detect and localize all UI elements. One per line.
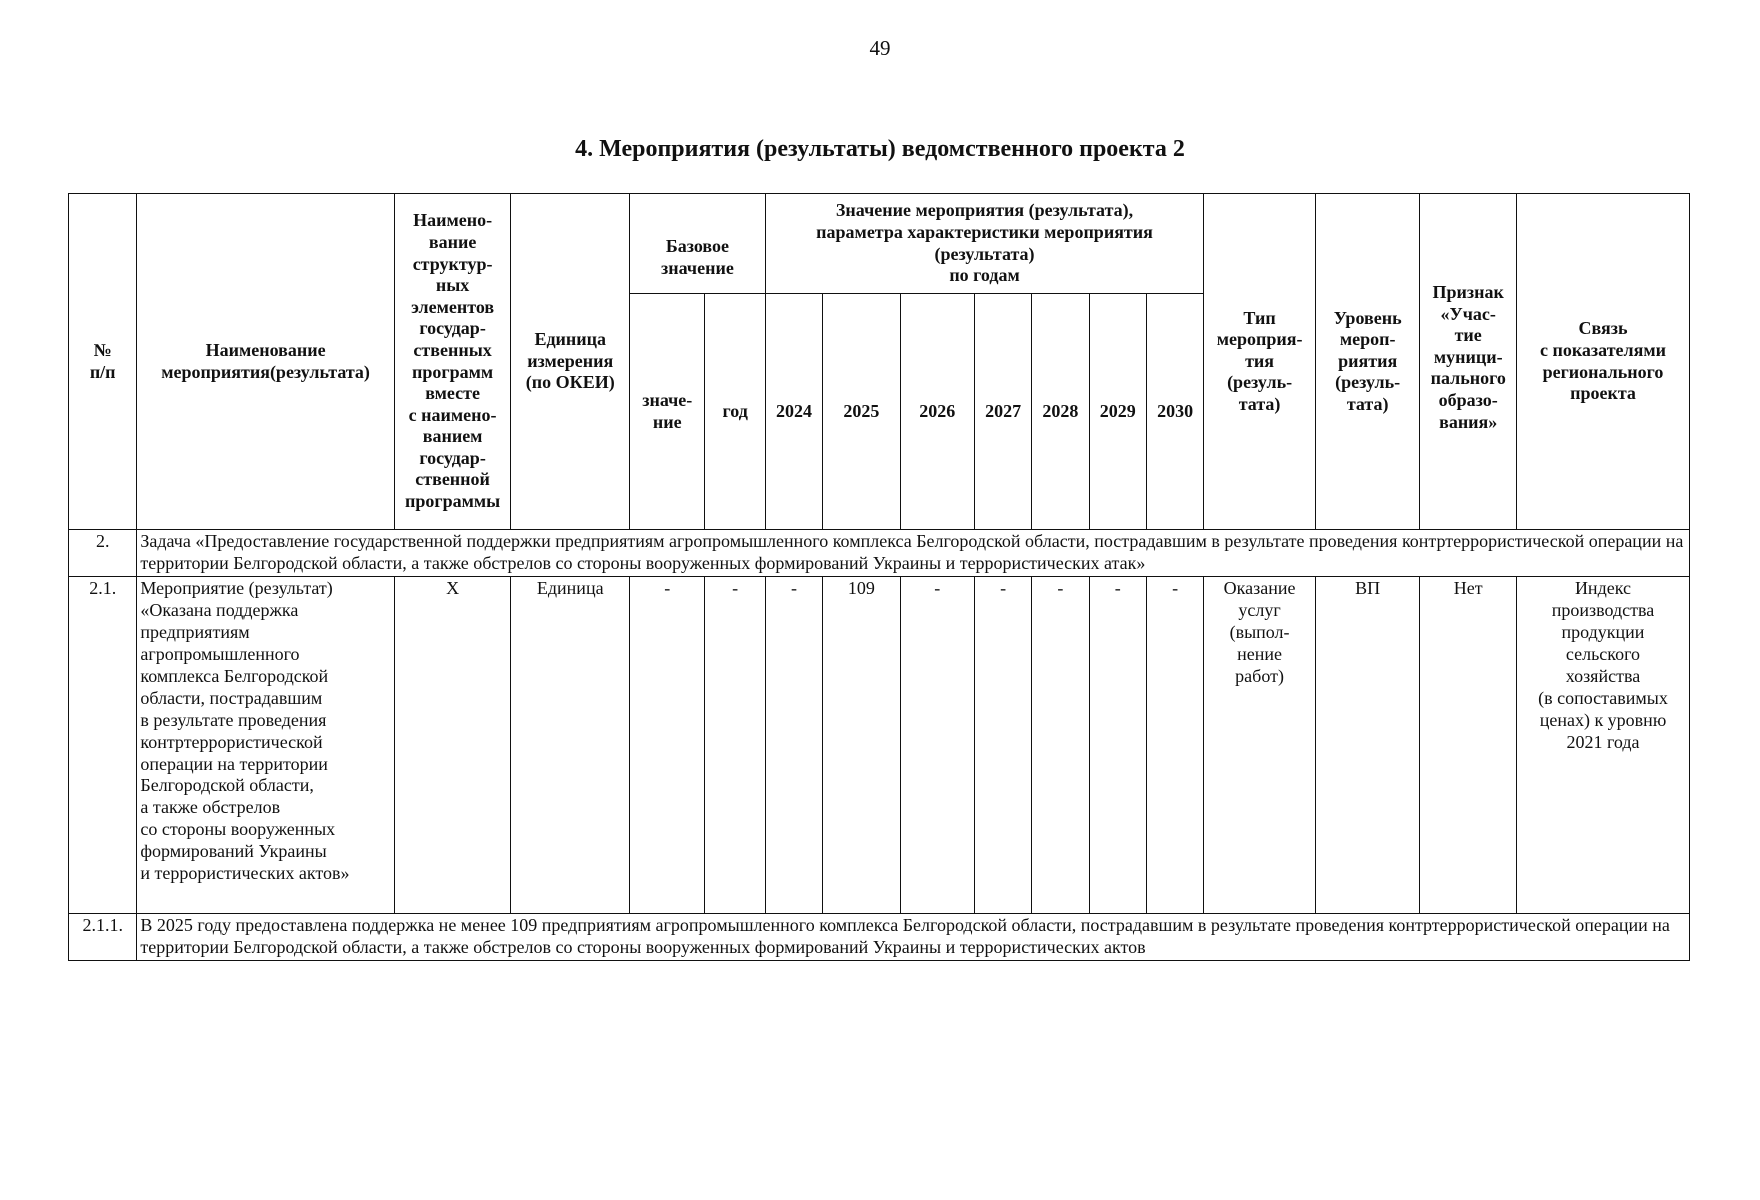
measure-row-value-2028: -	[1032, 576, 1089, 913]
header-year-2028: 2028	[1032, 294, 1089, 530]
measure-row-value-2029: -	[1089, 576, 1146, 913]
measures-table	[68, 193, 1690, 961]
header-year-2030: 2030	[1146, 294, 1203, 530]
header-type: Тип мероприя- тия (резуль- тата)	[1204, 194, 1316, 530]
task-row-num: 2.	[69, 530, 137, 577]
result-row	[69, 913, 1690, 960]
header-name: Наименование мероприятия(результата)	[137, 194, 394, 530]
header-sign: Признак «Учас- тие муници- пального образо- вания»	[1420, 194, 1517, 530]
measure-row-type: Оказание услуг (выпол- нение работ)	[1204, 576, 1316, 913]
header-base-year: год	[705, 294, 765, 530]
result-row-text: В 2025 году предоставлена поддержка не менее 109 предприятиям агропромышленного комплекса Белгородской области, пострадавшим в результате проведения контртеррористической операции на территории Белгородской области, а также обстрелов со стороны вооруженных формирований Украины и террористических актов	[137, 913, 1690, 960]
header-year-2026: 2026	[900, 294, 974, 530]
measure-row-base-value: -	[630, 576, 705, 913]
measure-row-value-2024: -	[765, 576, 822, 913]
measure-row-value-2030: -	[1146, 576, 1203, 913]
measure-row-level: ВП	[1315, 576, 1420, 913]
header-structural-elements: Наимено- вание структур- ных элементов государ- ственных программ вместе с наимено- ванием государ- ственной программы	[394, 194, 511, 530]
section-title: 4. Мероприятия (результаты) ведомственного проекта 2	[575, 136, 1185, 162]
page-number: 49	[869, 36, 891, 60]
measure-row-struct: Х	[394, 576, 511, 913]
measure-row-base-year: -	[705, 576, 765, 913]
header-year-2024: 2024	[765, 294, 822, 530]
header-year-2027: 2027	[974, 294, 1031, 530]
measure-row-link: Индекс производства продукции сельского хозяйства (в сопоставимых ценах) к уровню 2021 года	[1516, 576, 1689, 913]
measure-row	[69, 576, 1690, 913]
task-row	[69, 530, 1690, 577]
header-unit: Единица измерения (по ОКЕИ)	[511, 194, 630, 530]
header-values-group: Значение мероприятия (результата), параметра характеристики мероприятия (результата) по годам	[765, 194, 1203, 294]
header-year-2029: 2029	[1089, 294, 1146, 530]
measure-row-value-2026: -	[900, 576, 974, 913]
measure-row-sign: Нет	[1420, 576, 1517, 913]
result-row-num: 2.1.1.	[69, 913, 137, 960]
measure-row-name: Мероприятие (результат) «Оказана поддержка предприятиям агропромышленного комплекса Белгородской области, пострадавшим в результате проведения контртеррористической операции на территории Белгородской области, а также обстрелов со стороны вооруженных формирований Украины и террористических актов»	[137, 576, 394, 913]
header-base-value: значе- ние	[630, 294, 705, 530]
measure-row-value-2025: 109	[823, 576, 900, 913]
header-num: № п/п	[69, 194, 137, 530]
task-row-text: Задача «Предоставление государственной поддержки предприятиям агропромышленного комплекса Белгородской области, пострадавшим в результате проведения контртеррористической операции на территории Белгородской области, а также обстрелов со стороны вооруженных формирований Украины и террористических атак»	[137, 530, 1690, 577]
measure-row-unit: Единица	[511, 576, 630, 913]
measure-row-num: 2.1.	[69, 576, 137, 913]
header-base: Базовое значение	[630, 194, 766, 294]
header-year-2025: 2025	[823, 294, 900, 530]
header-link: Связь с показателями регионального проекта	[1516, 194, 1689, 530]
measure-row-value-2027: -	[974, 576, 1031, 913]
header-level: Уровень мероп- риятия (резуль- тата)	[1315, 194, 1420, 530]
